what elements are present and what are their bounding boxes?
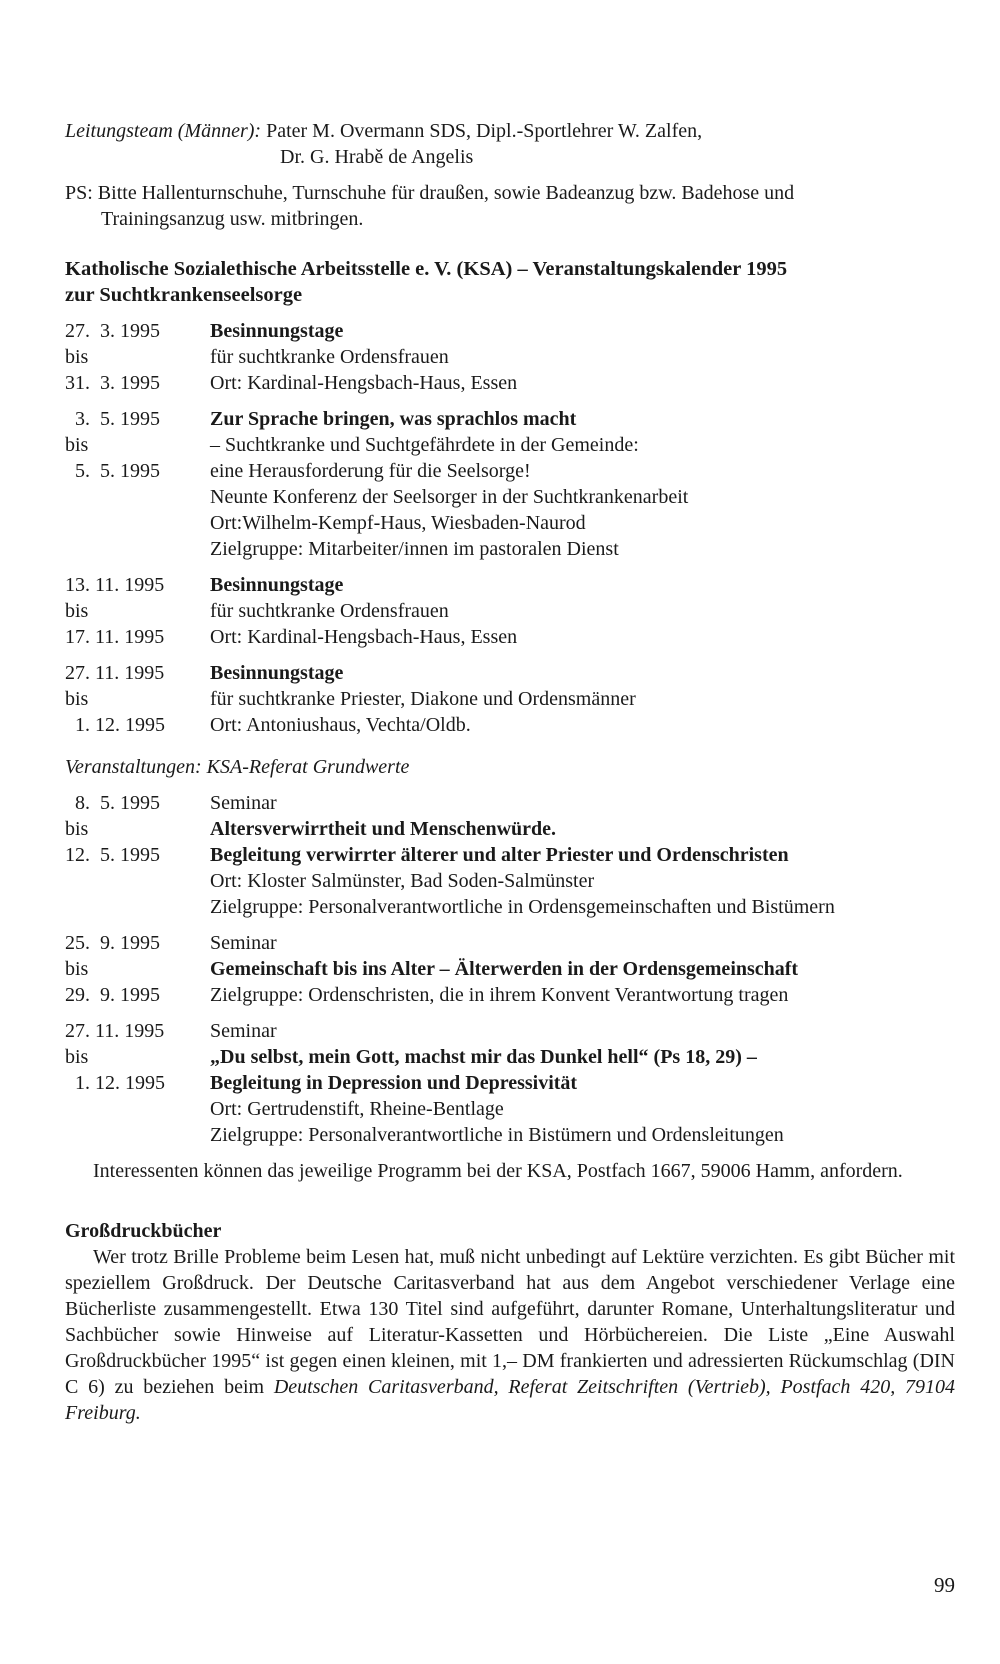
event-date: bis bbox=[65, 688, 89, 710]
grundwerte-event-3 bbox=[65, 1018, 955, 1148]
event-date: 29. 9. 1995 bbox=[65, 984, 160, 1006]
event-type: Seminar bbox=[210, 1020, 277, 1042]
leader-label: Leitungsteam (Männer): bbox=[65, 120, 262, 142]
event-date: 17. 11. 1995 bbox=[65, 626, 165, 648]
event-title: Besinnungstage bbox=[210, 574, 344, 596]
event-detail: Ort: Antoniushaus, Vechta/Oldb. bbox=[210, 714, 471, 736]
event-title: Gemeinschaft bis ins Alter – Älterwerden in der Ordensgemeinschaft bbox=[210, 958, 799, 980]
grossdruck-heading: Großdruckbücher bbox=[65, 1220, 222, 1242]
event-date: bis bbox=[65, 346, 89, 368]
event-title: Altersverwirrtheit und Menschenwürde. bbox=[210, 818, 557, 840]
event-date bbox=[65, 894, 210, 920]
event-title: Besinnungstage bbox=[210, 662, 344, 684]
event-date: 25. 9. 1995 bbox=[65, 932, 160, 954]
event-date bbox=[65, 1096, 210, 1122]
event-title: Begleitung verwirrter älterer und alter Priester und Ordenschristen bbox=[210, 844, 789, 866]
event-date bbox=[65, 536, 210, 562]
event-date: 31. 3. 1995 bbox=[65, 372, 160, 394]
event-date: 27. 11. 1995 bbox=[65, 662, 165, 684]
event-detail: Zielgruppe: Mitarbeiter/innen im pastoralen Dienst bbox=[210, 538, 619, 560]
event-detail: Ort: Kardinal-Hengsbach-Haus, Essen bbox=[210, 372, 518, 394]
grundwerte-heading: Veranstaltungen: KSA-Referat Grundwerte bbox=[65, 756, 410, 778]
event-date: bis bbox=[65, 958, 89, 980]
event-detail: – Suchtkranke und Suchtgefährdete in der Gemeinde: bbox=[210, 434, 639, 456]
event-detail: Ort: Kardinal-Hengsbach-Haus, Essen bbox=[210, 626, 518, 648]
leader-line bbox=[65, 118, 955, 144]
event-date: 27. 11. 1995 bbox=[65, 1020, 165, 1042]
event-detail: für suchtkranke Ordensfrauen bbox=[210, 346, 449, 368]
event-date: bis bbox=[65, 434, 89, 456]
leader-names: Pater M. Overmann SDS, Dipl.-Sportlehrer W. Zalfen, bbox=[266, 120, 703, 142]
event-date: 1. 12. 1995 bbox=[65, 714, 165, 736]
event-type: Seminar bbox=[210, 792, 277, 814]
event-date: 13. 11. 1995 bbox=[65, 574, 165, 596]
event-detail: Zielgruppe: Ordenschristen, die in ihrem Konvent Verantwortung tragen bbox=[210, 984, 789, 1006]
event-detail: Neunte Konferenz der Seelsorger in der Suchtkrankenarbeit bbox=[210, 486, 689, 508]
page-content bbox=[65, 118, 955, 1426]
event-title: Zur Sprache bringen, was sprachlos macht bbox=[210, 408, 577, 430]
grossdruck-text: Wer trotz Brille Probleme beim Lesen hat, muß nicht unbedingt auf Lektüre verzichten. Es gibt Bücher mit speziellem Großdruck. Der Deutsche Caritasverband hat aus dem Angebot verschiedener Verlage eine Bücherliste zusammengestellt. Etwa 130 Titel sind aufgeführt, darunter Romane, Unterhaltungsliteratur und Sachbücher sowie Hinweise auf Literatur-Kassetten und Hörbüchereien. Die Liste „Eine Auswahl Großdruckbücher 1995“ ist gegen einen kleinen, mit 1,– DM frankierten und adressierten Rückumschlag (DIN C 6) zu beziehen beim bbox=[65, 1246, 955, 1398]
event-detail: für suchtkranke Priester, Diakone und Ordensmänner bbox=[210, 688, 636, 710]
ksa-event-4 bbox=[65, 660, 955, 738]
event-date: bis bbox=[65, 818, 89, 840]
leader-names-cont: Dr. G. Hrabě de Angelis bbox=[280, 146, 474, 168]
event-date: 5. 5. 1995 bbox=[65, 460, 160, 482]
event-date bbox=[65, 1122, 210, 1148]
ksa-note: Interessenten können das jeweilige Programm bei der KSA, Postfach 1667, 59006 Hamm, anfordern. bbox=[93, 1160, 903, 1182]
page-number: 99 bbox=[934, 1573, 955, 1597]
event-date: bis bbox=[65, 600, 89, 622]
event-date: 12. 5. 1995 bbox=[65, 844, 160, 866]
grundwerte-event-1 bbox=[65, 790, 955, 920]
event-detail: Ort:Wilhelm-Kempf-Haus, Wiesbaden-Naurod bbox=[210, 512, 586, 534]
event-title: „Du selbst, mein Gott, machst mir das Dunkel hell“ (Ps 18, 29) – bbox=[210, 1046, 757, 1068]
event-detail: Zielgruppe: Personalverantwortliche in Bistümern und Ordensleitungen bbox=[210, 1124, 784, 1146]
event-date bbox=[65, 510, 210, 536]
ksa-event-2 bbox=[65, 406, 955, 562]
event-detail: Ort: Kloster Salmünster, Bad Soden-Salmünster bbox=[210, 870, 595, 892]
grossdruck-address: Deutschen Caritasverband, Referat Zeitschriften (Vertrieb), Postfach 420, 79104 Freiburg. bbox=[65, 1376, 955, 1424]
ksa-event-3 bbox=[65, 572, 955, 650]
event-date: 1. 12. 1995 bbox=[65, 1072, 165, 1094]
event-type: Seminar bbox=[210, 932, 277, 954]
event-title: Besinnungstage bbox=[210, 320, 344, 342]
event-title: Begleitung in Depression und Depressivität bbox=[210, 1072, 578, 1094]
event-date bbox=[65, 484, 210, 510]
grundwerte-event-2 bbox=[65, 930, 955, 1008]
event-detail: eine Herausforderung für die Seelsorge! bbox=[210, 460, 531, 482]
event-detail: Zielgruppe: Personalverantwortliche in Ordensgemeinschaften und Bistümern bbox=[210, 896, 835, 918]
event-date: 3. 5. 1995 bbox=[65, 408, 160, 430]
ps-note: PS: Bitte Hallenturnschuhe, Turnschuhe für draußen, sowie Badeanzug bzw. Badehose und bbox=[65, 182, 795, 204]
event-date: bis bbox=[65, 1046, 89, 1068]
event-date: 27. 3. 1995 bbox=[65, 320, 160, 342]
event-detail: für suchtkranke Ordensfrauen bbox=[210, 600, 449, 622]
ksa-event-1 bbox=[65, 318, 955, 396]
ksa-title: Katholische Sozialethische Arbeitsstelle e. V. (KSA) – Veranstaltungskalender 1995 bbox=[65, 258, 788, 280]
event-date: 8. 5. 1995 bbox=[65, 792, 160, 814]
ps-note-cont: Trainingsanzug usw. mitbringen. bbox=[101, 208, 364, 230]
event-detail: Ort: Gertrudenstift, Rheine-Bentlage bbox=[210, 1098, 504, 1120]
event-date bbox=[65, 868, 210, 894]
grossdruck-body bbox=[65, 1244, 955, 1426]
ksa-title-cont: zur Suchtkrankenseelsorge bbox=[65, 284, 303, 306]
